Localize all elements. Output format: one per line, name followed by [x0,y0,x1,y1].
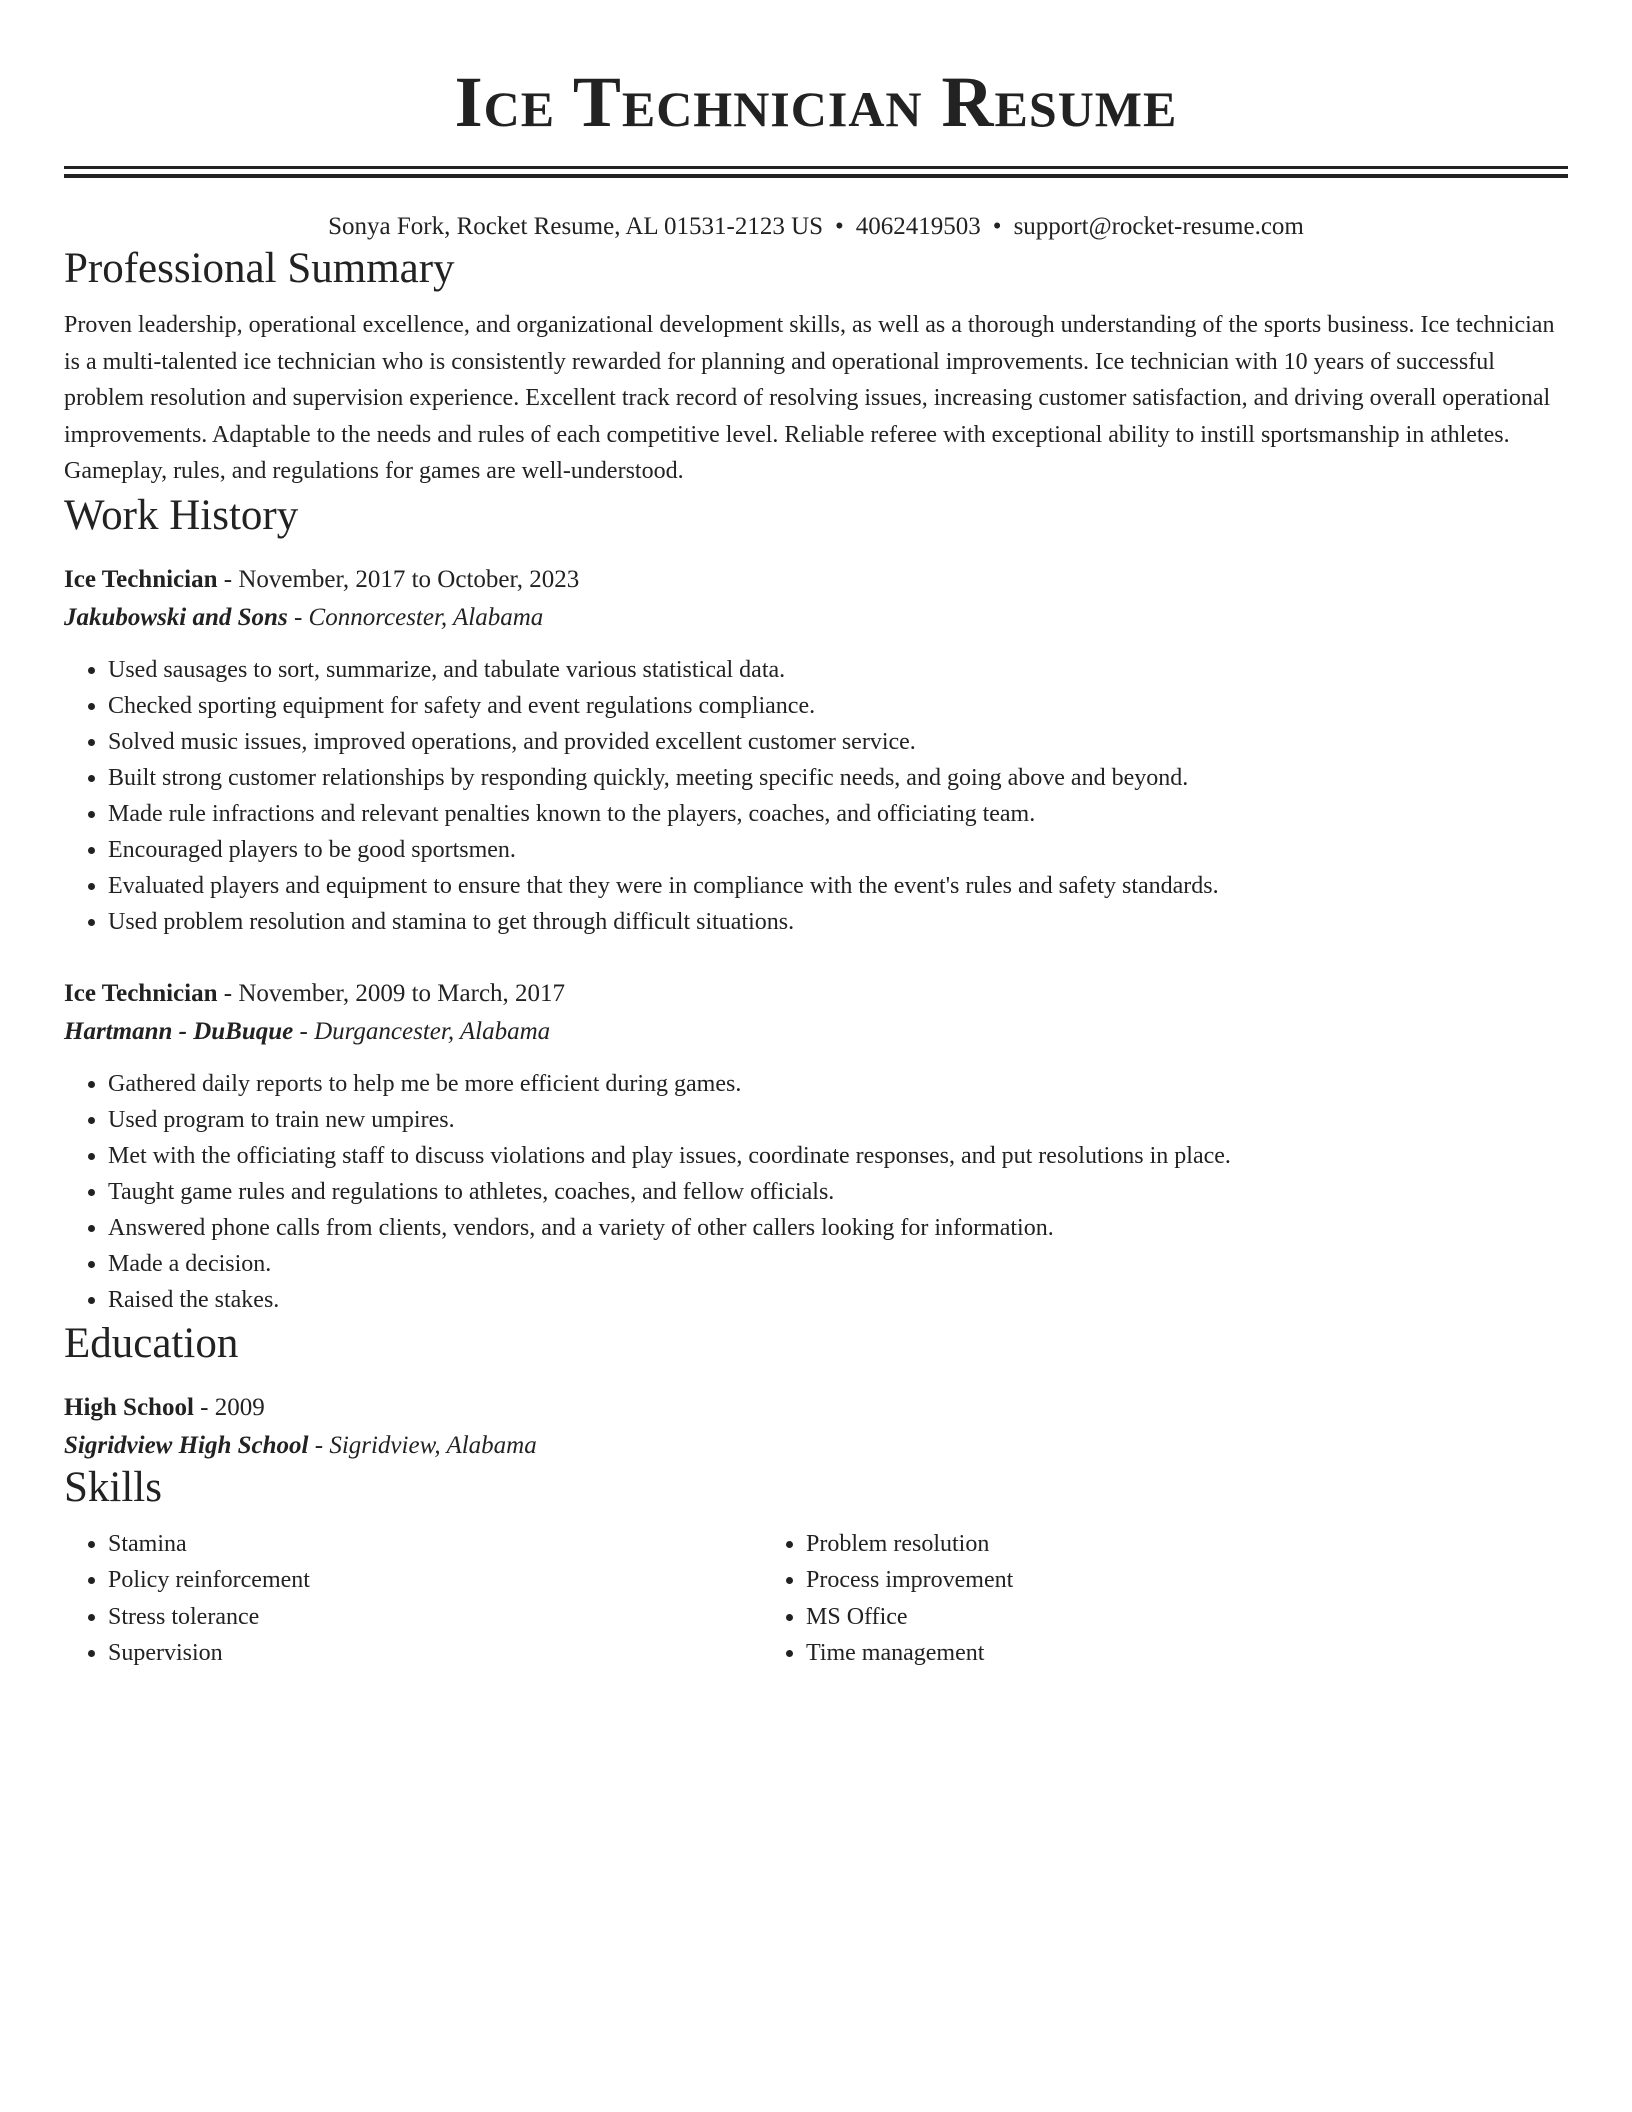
skills-grid [64,1526,1568,1672]
education-degree: High School [64,1393,194,1421]
job-duty: • Evaluated players and equipment to ensure that they were in compliance with the event's rules and safety standards. [108,868,1568,904]
skill-item: • Policy reinforcement [108,1562,762,1599]
education-location: Sigridview, Alabama [329,1431,537,1459]
job-duties-list [64,652,1568,940]
skill-item: • Process improvement [806,1562,1460,1599]
skill-item: • Stamina [108,1526,762,1563]
summary-heading: Professional Summary [64,245,455,292]
education-heading: Education [64,1319,239,1367]
job-company: Jakubowski and Sons [64,603,288,631]
skill-item: • Supervision [108,1635,762,1672]
education-dash: - [308,1431,330,1459]
title-double-rule [64,166,1568,178]
contact-address: Sonya Fork, Rocket Resume, AL 01531-2123 US [328,213,824,240]
education-dash: - [193,1393,215,1421]
work-history-heading: Work History [64,491,299,539]
job-title-line [64,978,1568,1010]
job-entry [64,978,1568,1318]
job-dash: - [287,603,309,631]
job-duty: • Raised the stakes. [108,1282,1568,1318]
education-school-line [64,1430,1568,1462]
job-dates: November, 2009 to March, 2017 [238,979,566,1007]
contact-phone: 4062419503 [855,213,981,240]
job-title-line [64,564,1568,596]
job-company: Hartmann - DuBuque [64,1017,294,1045]
skill-item: • MS Office [806,1599,1460,1636]
job-duties-list [64,1066,1568,1318]
job-dash: - [293,1017,315,1045]
job-location: Durgancester, Alabama [314,1017,551,1045]
job-duty: • Used sausages to sort, summarize, and tabulate various statistical data. [108,652,1568,688]
job-dash: - [217,565,239,593]
job-duty: • Encouraged players to be good sportsmen. [108,832,1568,868]
job-dates: November, 2017 to October, 2023 [238,565,580,593]
job-location: Connorcester, Alabama [308,603,544,631]
job-company-line [64,602,1568,634]
resume-title: Ice Technician Resume [454,62,1178,142]
skill-item: • Stress tolerance [108,1599,762,1636]
job-duty: • Made a decision. [108,1246,1568,1282]
job-duty: • Solved music issues, improved operations, and provided excellent customer service. [108,724,1568,760]
contact-separator: • [992,213,1002,240]
job-title: Ice Technician [64,979,218,1007]
skill-item: • Problem resolution [806,1526,1460,1563]
job-duty: • Met with the officiating staff to discuss violations and play issues, coordinate responses, and put resolutions in place. [108,1138,1568,1174]
job-duty: • Taught game rules and regulations to athletes, coaches, and fellow officials. [108,1174,1568,1210]
job-dash: - [217,979,239,1007]
job-duty: • Used program to train new umpires. [108,1102,1568,1138]
job-duty: • Made rule infractions and relevant penalties known to the players, coaches, and officiating team. [108,796,1568,832]
skills-list-left [64,1526,762,1672]
education-year: 2009 [214,1393,265,1421]
job-duty: • Built strong customer relationships by responding quickly, meeting specific needs, and going above and beyond. [108,760,1568,796]
job-title: Ice Technician [64,565,218,593]
job-duty: • Gathered daily reports to help me be more efficient during games. [108,1066,1568,1102]
job-duty: • Checked sporting equipment for safety and event regulations compliance. [108,688,1568,724]
contact-email: support@rocket-resume.com [1013,213,1304,240]
summary-text: Proven leadership, operational excellence, and organizational development skills, as well as a thorough understanding of the sports business. Ice technician is a multi-talented ice technician who is consistently rewarded for planning and operational improvements. Ice technician with 10 years of successful problem resolution and supervision experience. Excellent track record of resolving issues, increasing customer satisfaction, and driving overall operational improvements. Adaptable to the needs and rules of each competitive level. Reliable referee with exceptional ability to instill sportsmanship in athletes. Gameplay, rules, and regulations for games are well-understood. [64,312,1555,484]
job-company-line [64,1016,1568,1048]
job-duty: • Answered phone calls from clients, vendors, and a variety of other callers looking for information. [108,1210,1568,1246]
job-entry [64,564,1568,940]
contact-line [64,211,1568,243]
skills-heading: Skills [64,1463,162,1511]
contact-separator: • [835,213,844,240]
skill-item: • Time management [806,1635,1460,1672]
job-duty: • Used problem resolution and stamina to get through difficult situations. [108,904,1568,940]
skills-list-right [762,1526,1460,1672]
education-school: Sigridview High School [64,1431,309,1459]
education-degree-line [64,1392,1568,1424]
